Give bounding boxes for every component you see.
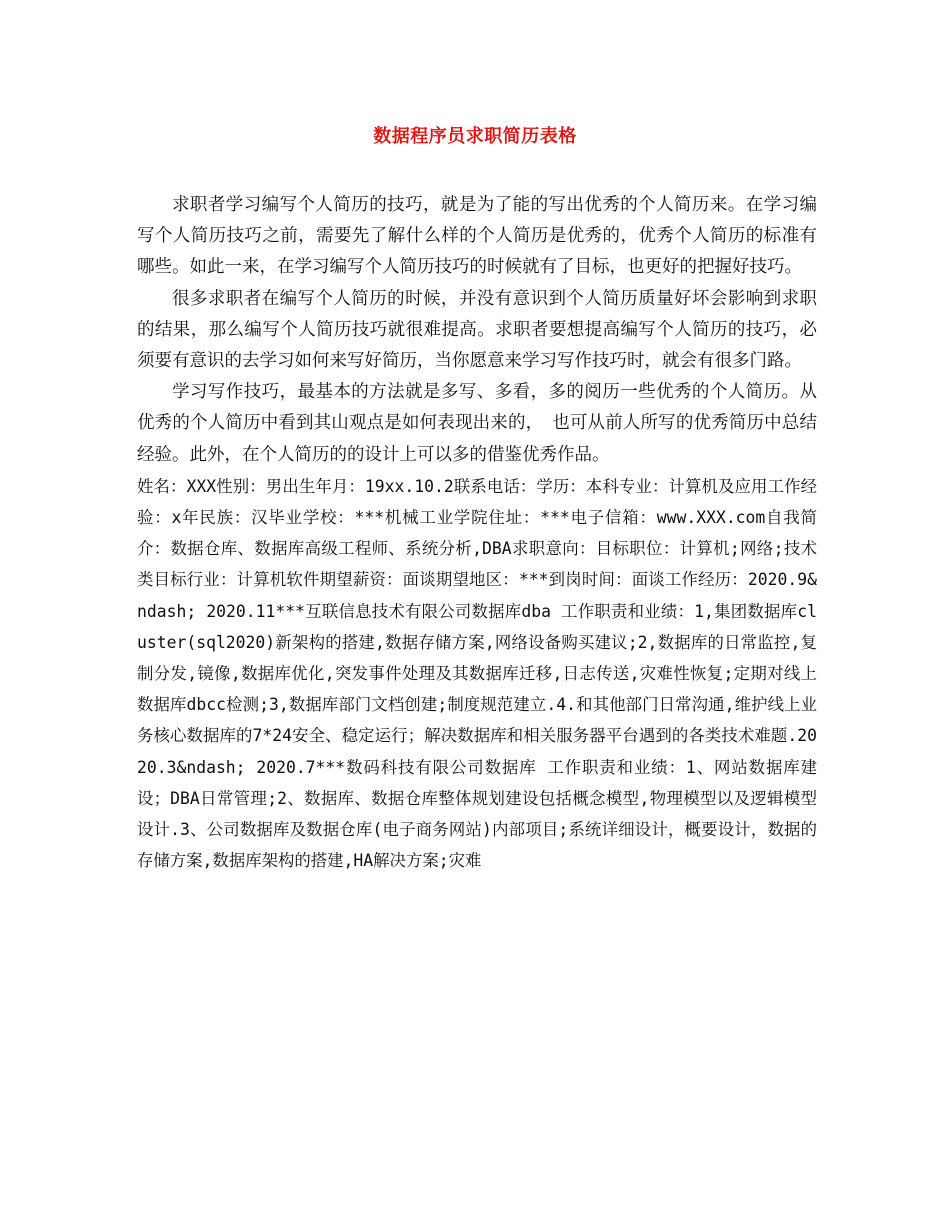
document-body [137,190,817,876]
intro-paragraph-2: 很多求职者在编写个人简历的时候，并没有意识到个人简历质量好坏会影响到求职的结果，那么编写个人简历技巧就很难提高。求职者要想提高编写个人简历的技巧，必须要有意识的去学习如何来写好简历，当你愿意来学习写作技巧时，就会有很多门路。 [137,288,817,372]
intro-paragraph-3: 学习写作技巧，最基本的方法就是多写、多看，多的阅历一些优秀的个人简历。从优秀的个人简历中看到其山观点是如何表现出来的， 也可从前人所写的优秀简历中总结经验。此外，在个人简历的的设计上可以多的借鉴优秀作品。 [137,382,817,465]
document-title: 数据程序员求职简历表格 [373,126,577,147]
resume-details-paragraph: 姓名：XXX性别：男出生年月：19xx.10.2联系电话：学历：本科专业：计算机及应用工作经验：x年民族：汉毕业学校：***机械工业学院住址：***电子信箱：www.XXX.com自我简介：数据仓库、数据库高级工程师、系统分析,DBA求职意向：目标职位：计算机;网络;技术类目标行业：计算机软件期望薪资：面谈期望地区：***到岗时间：面谈工作经历：2020.9&ndash; 2020.11***互联信息技术有限公司数据库dba 工作职责和业绩：1,集团数据库cluster(sql2020)新架构的搭建,数据存储方案,网络设备购买建议;2,数据库的日常监控,复制分发,镜像,数据库优化,突发事件处理及其数据库迁移,日志传送,灾难性恢复;定期对线上数据库dbcc检测;3,数据库部门文档创建;制度规范建立.4.和其他部门日常沟通,维护线上业务核心数据库的7*24安全、稳定运行；解决数据库和相关服务器平台遇到的各类技术难题.2020.3&ndash; 2020.7***数码科技有限公司数据库 工作职责和业绩：1、网站数据库建设；DBA日常管理;2、数据库、数据仓库整体规划建设包括概念模型,物理模型以及逻辑模型设计.3、公司数据库及数据仓库(电子商务网站)内部项目;系统详细设计，概要设计，数据的存储方案,数据库架构的搭建,HA解决方案;灾难 [137,476,817,871]
intro-paragraph-1: 求职者学习编写个人简历的技巧，就是为了能的写出优秀的个人简历来。在学习编写个人简历技巧之前，需要先了解什么样的个人简历是优秀的，优秀个人简历的标准有哪些。如此一来，在学习编写个人简历技巧的时候就有了目标，也更好的把握好技巧。 [137,195,817,278]
